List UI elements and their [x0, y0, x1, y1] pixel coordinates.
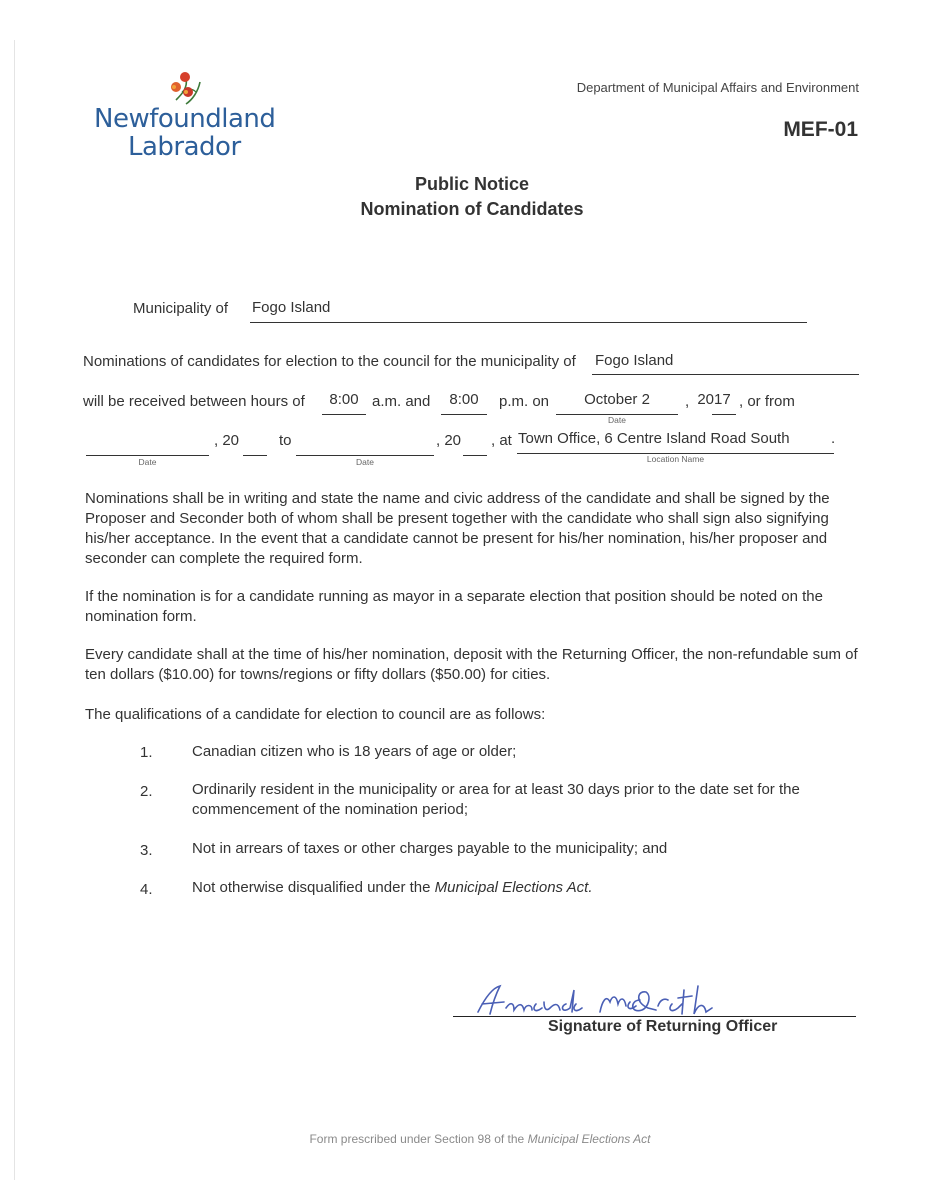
end-time-underline	[441, 414, 487, 415]
qualification-number: 2.	[140, 783, 153, 800]
qualification-text-prefix: Not otherwise disqualified under the	[192, 879, 431, 896]
at-label: , at	[491, 432, 512, 449]
signature-line	[453, 1016, 856, 1017]
to-date-caption: Date	[356, 457, 374, 467]
from-date-caption: Date	[138, 457, 157, 467]
qualification-text	[192, 878, 852, 898]
paragraph-mayor-note: If the nomination is for a candidate running as mayor in a separate election that position should be noted on the nomination form.	[85, 588, 823, 625]
municipality-underline	[250, 322, 807, 323]
qualification-number: 4.	[140, 881, 153, 898]
government-logo	[94, 70, 284, 166]
pm-on-label: p.m. on	[499, 393, 550, 410]
to-year-underline	[463, 455, 487, 456]
year-value: 2017	[697, 391, 731, 408]
qualification-text: Ordinarily resident in the municipality or area for at least 30 days prior to the date set for the commencement of the nomination period;	[192, 781, 800, 818]
from-year-prefix: , 20	[214, 432, 240, 449]
from-year-underline	[243, 455, 267, 456]
footer-act-italic: Municipal Elections Act	[527, 1132, 651, 1146]
am-and-label: a.m. and	[372, 393, 431, 410]
nomination-municipality-underline	[592, 374, 859, 375]
location-caption: Location Name	[646, 454, 705, 464]
paragraph-qualifications-intro: The qualifications of a candidate for election to council are as follows:	[85, 706, 546, 723]
hours-prefix: will be received between hours of	[83, 393, 305, 410]
paragraph-deposit: Every candidate shall at the time of his/her nomination, deposit with the Returning Officer, the non-refundable sum of ten dollars ($10.00) for towns/regions or fifty dollars ($50.00) for cities.	[85, 646, 858, 683]
footer-note	[0, 1132, 928, 1146]
year-underline	[712, 414, 736, 415]
notice-subtitle: Nomination of Candidates	[360, 199, 584, 219]
footer-prefix: Form prescribed under Section 98 of the	[309, 1132, 525, 1146]
comma-separator: ,	[685, 393, 690, 410]
from-date-underline	[86, 455, 209, 456]
location-value: Town Office, 6 Centre Island Road South	[518, 430, 790, 447]
location-period: .	[831, 430, 836, 447]
nomination-line1-text: Nominations of candidates for election to the council for the municipality of	[83, 353, 576, 370]
form-code: MEF-01	[783, 118, 858, 141]
qualification-number: 3.	[140, 842, 153, 859]
nomination-municipality-value: Fogo Island	[595, 352, 674, 369]
start-time-underline	[322, 414, 366, 415]
municipality-value: Fogo Island	[252, 299, 331, 316]
end-time-value: 8:00	[449, 391, 479, 408]
act-name-italic: Municipal Elections Act.	[434, 879, 593, 896]
municipality-label: Municipality of	[133, 300, 229, 317]
to-date-underline	[296, 455, 434, 456]
start-time-value: 8:00	[329, 391, 359, 408]
qualification-text: Not in arrears of taxes or other charges payable to the municipality; and	[192, 840, 668, 857]
to-label: to	[279, 432, 292, 449]
notice-title: Public Notice	[414, 174, 530, 194]
to-year-prefix: , 20	[436, 432, 462, 449]
logo-wordmark-labrador: Labrador	[128, 132, 241, 162]
logo-wordmark-newfoundland: Newfoundland	[94, 104, 276, 134]
date-value: October 2	[584, 391, 650, 408]
date-caption: Date	[608, 415, 626, 425]
paragraph-nomination-requirements: Nominations shall be in writing and state the name and civic address of the candidate and shall be signed by the Proposer and Seconder both of whom shall be present together with the candidate who shall sign also signifying his/her acceptance. In the event that a candidate cannot be present for his/her nomination, his/her proposer and seconder can complete the required form.	[85, 490, 830, 567]
qualification-number: 1.	[140, 744, 153, 761]
department-name: Department of Municipal Affairs and Environment	[576, 80, 859, 95]
qualification-text: Canadian citizen who is 18 years of age or older;	[192, 743, 517, 760]
or-from-label: , or from	[739, 393, 795, 410]
signature-label: Signature of Returning Officer	[548, 1018, 778, 1035]
